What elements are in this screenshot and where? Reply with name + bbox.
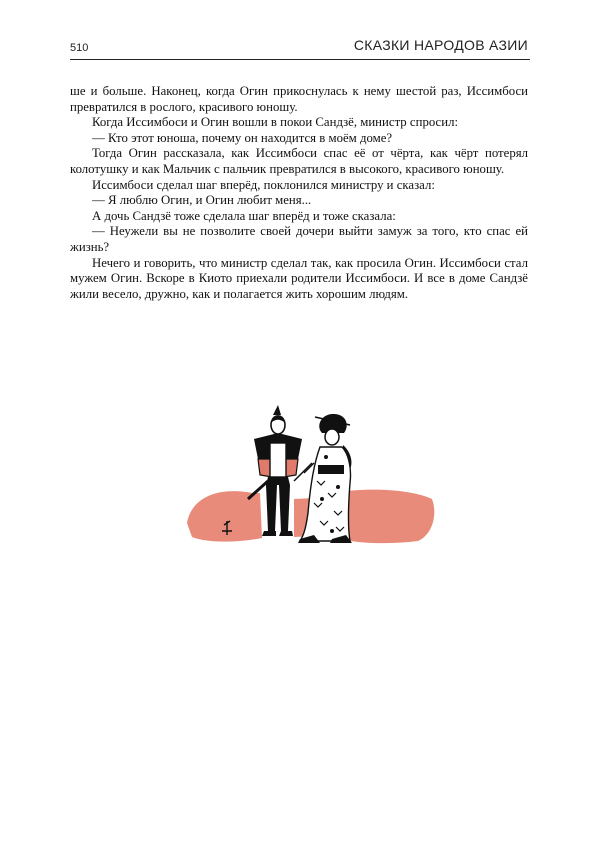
story-text [70,84,528,302]
paragraph: А дочь Сандзё тоже сделала шаг вперёд и тоже сказала: [92,208,396,223]
paragraph: — Я люблю Огин, и Огин любит меня... [92,193,312,208]
paragraph: ше и больше. Наконец, когда Огин прикоснулась к нему шестой раз, Иссимбоси превратился в рослого, красивого юношу. [70,84,528,114]
paragraph: Когда Иссимбоси и Огин вошли в покои Сандзё, министр спросил: [92,115,459,130]
paragraph: Иссимбоси сделал шаг вперёд, поклонился министру и сказал: [92,177,435,192]
page-number: 510 [70,42,89,54]
paragraph: — Неужели вы не позволите своей дочери выйти замуж за того, кто спас ей жизнь? [70,224,528,254]
geisha-figure [298,414,352,543]
page-header [70,37,530,60]
paragraph: Тогда Огин рассказала, как Иссимбоси спас её от чёрта, как чёрт потерял колотушку и как Мальчик с пальчик превратился в высокого, красивого юношу. [70,146,528,176]
paragraph: — Кто этот юноша, почему он находится в моём доме? [92,130,393,145]
running-title: СКАЗКИ НАРОДОВ АЗИИ [353,37,528,53]
paragraph: Нечего и говорить, что министр сделал так, как просила Огин. Иссимбоси стал мужем Огин. Вскоре в Киото приехали родители Иссимбоси. И все в доме Сандзё жили весело, дружно, как и полагается жить хорошим людям. [70,255,528,301]
illustration-couple [182,403,438,553]
